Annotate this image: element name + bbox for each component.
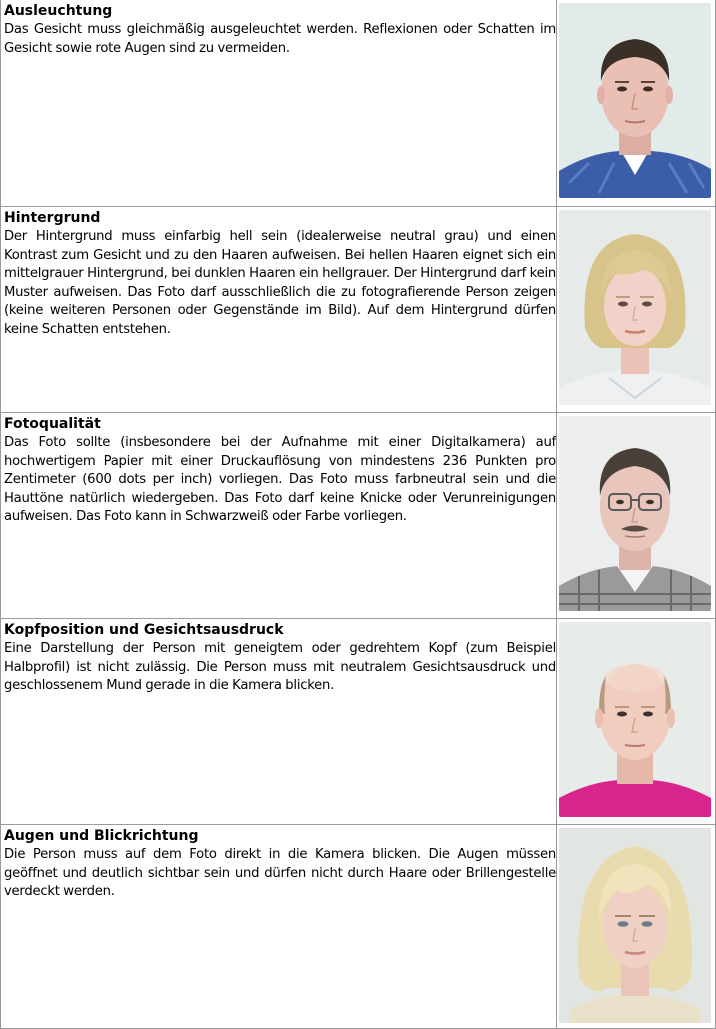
text-cell xyxy=(0,0,556,206)
portrait-photo-woman-light-blonde-hair xyxy=(559,828,711,1023)
image-cell xyxy=(556,413,716,618)
section-title: Fotoqualität xyxy=(4,416,101,432)
section-title: Hintergrund xyxy=(4,210,101,226)
table-row xyxy=(0,0,716,206)
section-title: Kopfposition und Gesichtsausdruck xyxy=(4,622,284,638)
table-row xyxy=(0,824,716,1029)
table-row xyxy=(0,412,716,618)
image-cell xyxy=(556,825,716,1028)
section-title: Ausleuchtung xyxy=(4,3,113,19)
section-text: Die Person muss auf dem Foto direkt in die Kamera blicken. Die Augen müssen geöffnet und deutlich sichtbar sein und dürfen nicht durch Haare oder Brillengestelle verdeckt werden. xyxy=(4,847,556,899)
image-cell xyxy=(556,207,716,412)
portrait-photo-man-short-hair xyxy=(559,3,711,198)
table-row xyxy=(0,618,716,824)
image-cell xyxy=(556,0,716,206)
section-text: Das Gesicht muss gleichmäßig ausgeleuchtet werden. Reflexionen oder Schatten im Gesicht sowie rote Augen sind zu vermeiden. xyxy=(4,22,556,56)
section-text: Der Hintergrund muss einfarbig hell sein (idealerweise neutral grau) und einen Kontrast zum Gesicht und zu den Haaren aufweisen. Bei hellen Haaren eignet sich ein mittelgrauer Hintergrund, bei dunklen Haaren ein hellgrauer. Der Hintergrund darf kein Muster aufweisen. Das Foto darf ausschließlich die zu fotografierende Person zeigen (keine weiteren Personen oder Gegenstände im Bild). Auf dem Hintergrund dürfen keine Schatten entstehen. xyxy=(4,229,556,337)
section-text: Das Foto sollte (insbesondere bei der Aufnahme mit einer Digitalkamera) auf hochwertigem Papier mit einer Druckauflösung von mindestens 236 Punkten pro Zentimeter (600 dots per inch) vorliegen. Das Foto muss farbneutral sein und die Hauttöne natürlich wiedergeben. Das Foto darf keine Knicke oder Verunreinigungen aufweisen. Das Foto kann in Schwarzweiß oder Farbe vorliegen. xyxy=(4,435,556,524)
section-title: Augen und Blickrichtung xyxy=(4,828,199,844)
portrait-photo-man-glasses-mustache xyxy=(559,416,711,611)
table-row xyxy=(0,206,716,412)
portrait-photo-bald-man xyxy=(559,622,711,817)
text-cell xyxy=(0,207,556,412)
portrait-photo-woman-blonde-hair xyxy=(559,210,711,405)
text-cell xyxy=(0,413,556,618)
text-cell xyxy=(0,619,556,824)
text-cell xyxy=(0,825,556,1028)
image-cell xyxy=(556,619,716,824)
section-text: Eine Darstellung der Person mit geneigtem oder gedrehtem Kopf (zum Beispiel Halbprofil) ist nicht zulässig. Die Person muss mit neutralem Gesichtsausdruck und geschlossenem Mund gerade in die Kamera blicken. xyxy=(4,641,556,693)
